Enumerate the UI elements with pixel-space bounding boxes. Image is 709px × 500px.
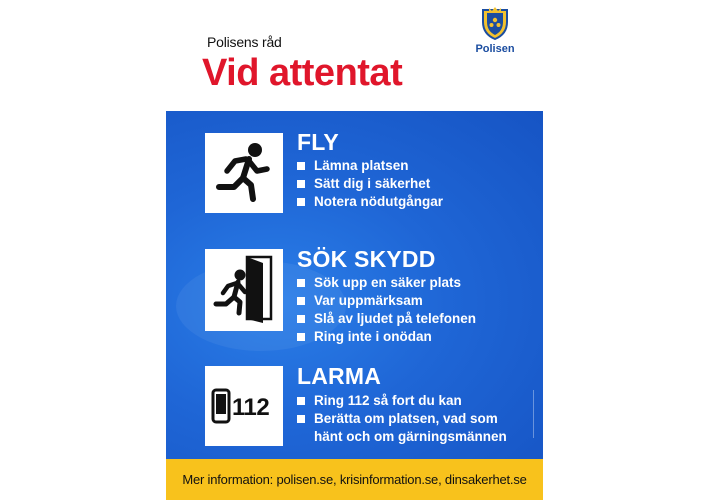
list-item: Sök upp en säker plats [297, 274, 476, 292]
alarm-icon-box [205, 366, 283, 446]
list-item: Notera nödutgångar [297, 193, 443, 211]
fine-print-mark [531, 390, 537, 438]
fly-icon-box [205, 133, 283, 213]
shelter-icon-box [205, 249, 283, 331]
polisen-logo [470, 6, 520, 55]
footer-info: Mer information: polisen.se, krisinformation.se, dinsakerhet.se [166, 459, 543, 500]
alarm-list [297, 392, 507, 446]
section-title-alarm: LARMA [297, 363, 382, 389]
list-item: Var uppmärksam [297, 292, 476, 310]
running-person-icon [205, 133, 283, 213]
list-item-line: hänt och om gärningsmännen [314, 429, 507, 444]
person-entering-door-icon [205, 249, 283, 331]
list-item: Sätt dig i säkerhet [297, 175, 443, 193]
kicker-text: Polisens råd [207, 34, 282, 50]
page-title: Vid attentat [202, 52, 403, 94]
fly-list [297, 157, 443, 211]
list-item: Slå av ljudet på telefonen [297, 310, 476, 328]
section-title-shelter: SÖK SKYDD [297, 246, 436, 272]
section-title-fly: FLY [297, 129, 339, 155]
list-item: Ring 112 så fort du kan [297, 392, 507, 410]
list-item: Lämna platsen [297, 157, 443, 175]
shelter-list [297, 274, 476, 346]
list-item: Ring inte i onödan [297, 328, 476, 346]
emergency-number: 112 [232, 394, 270, 421]
list-item-line: Berätta om platsen, vad som [314, 411, 498, 426]
logo-text: Polisen [475, 43, 515, 55]
list-item [297, 410, 507, 446]
crest-icon [477, 6, 513, 42]
